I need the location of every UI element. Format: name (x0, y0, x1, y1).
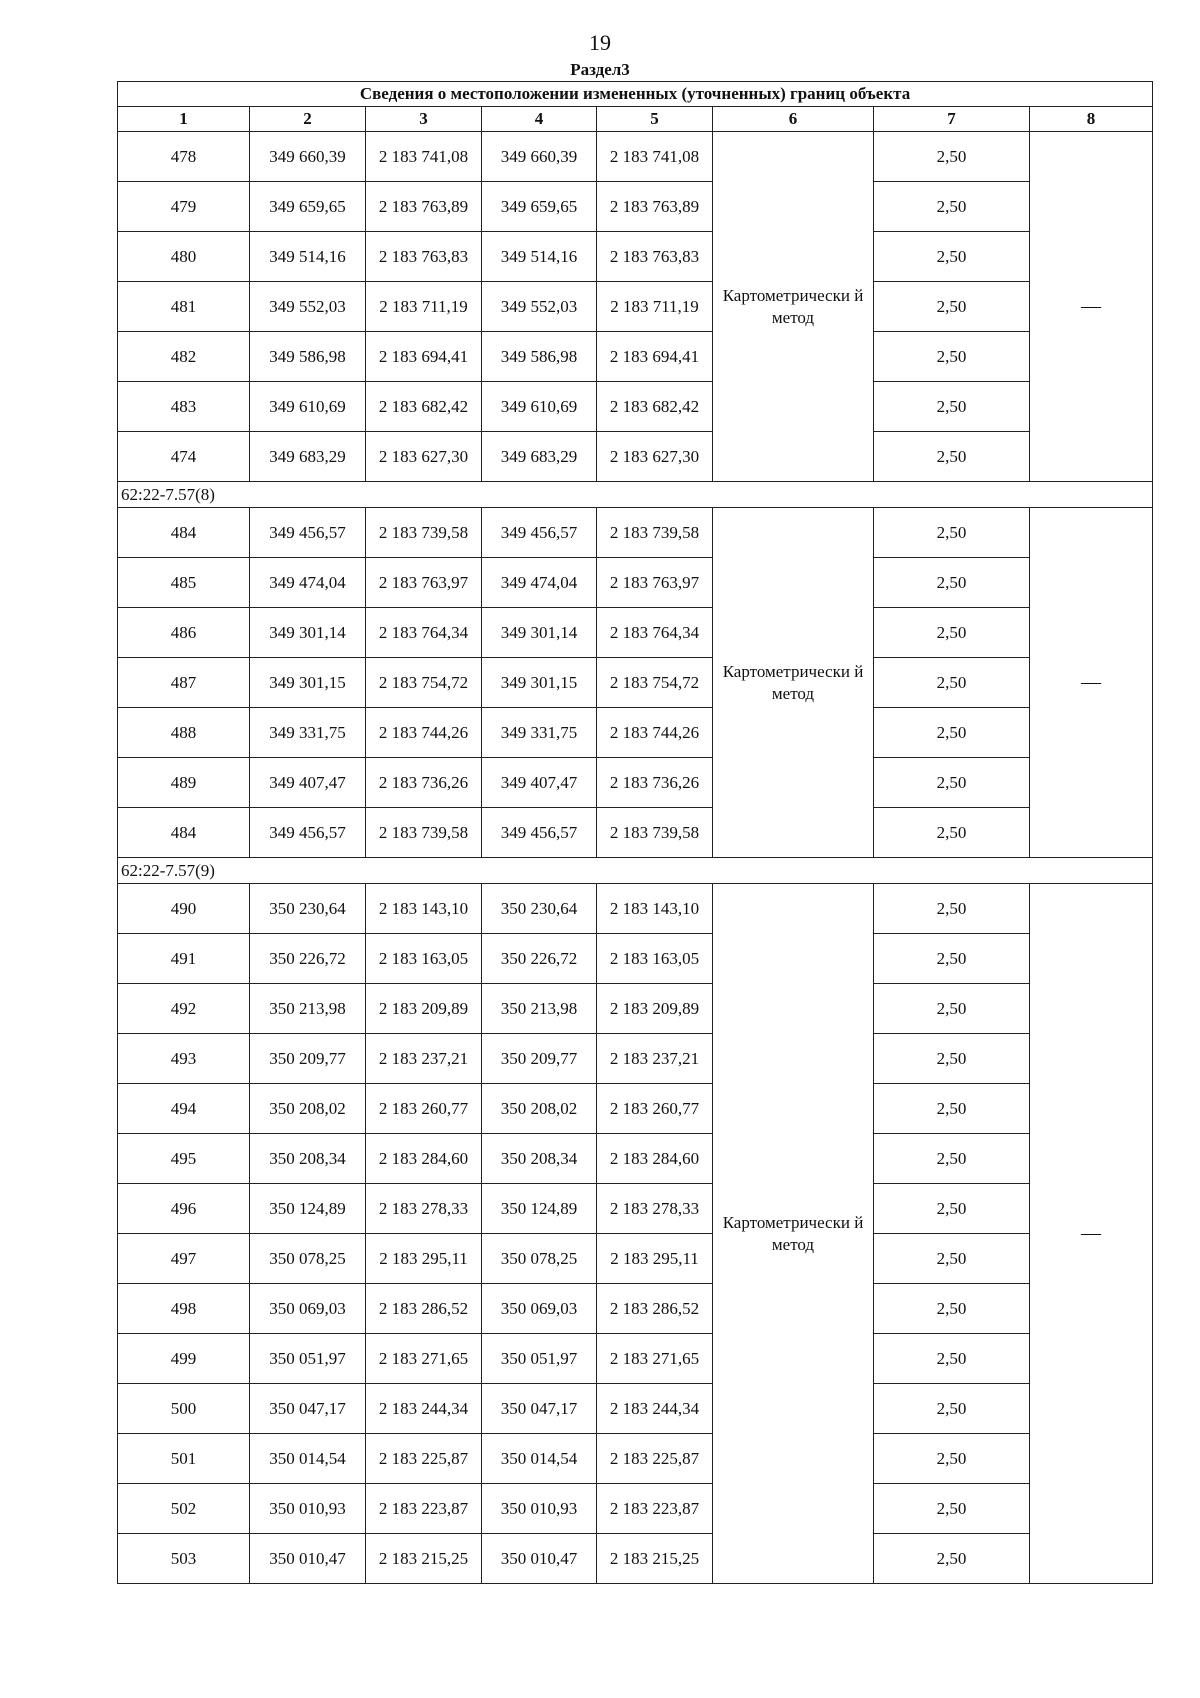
accuracy-cell: 2,50 (874, 658, 1030, 708)
column-8-cell: — (1030, 884, 1153, 1584)
accuracy-cell: 2,50 (874, 558, 1030, 608)
y-new-cell: 2 183 739,58 (597, 808, 713, 858)
point-number-cell: 490 (118, 884, 250, 934)
table-row (118, 1384, 1153, 1434)
y-new-cell: 2 183 260,77 (597, 1084, 713, 1134)
x-old-cell: 349 456,57 (250, 508, 366, 558)
x-old-cell: 349 586,98 (250, 332, 366, 382)
table-row (118, 1434, 1153, 1484)
table-body (118, 132, 1153, 1584)
accuracy-cell: 2,50 (874, 1384, 1030, 1434)
x-new-cell: 349 659,65 (482, 182, 597, 232)
point-number-cell: 488 (118, 708, 250, 758)
x-new-cell: 350 078,25 (482, 1234, 597, 1284)
point-number-cell: 498 (118, 1284, 250, 1334)
x-old-cell: 350 047,17 (250, 1384, 366, 1434)
accuracy-cell: 2,50 (874, 432, 1030, 482)
y-old-cell: 2 183 244,34 (366, 1384, 482, 1434)
x-old-cell: 350 209,77 (250, 1034, 366, 1084)
y-new-cell: 2 183 694,41 (597, 332, 713, 382)
x-new-cell: 350 230,64 (482, 884, 597, 934)
x-new-cell: 349 660,39 (482, 132, 597, 182)
column-number: 2 (250, 107, 366, 132)
x-old-cell: 349 552,03 (250, 282, 366, 332)
accuracy-cell: 2,50 (874, 182, 1030, 232)
x-new-cell: 349 514,16 (482, 232, 597, 282)
y-old-cell: 2 183 163,05 (366, 934, 482, 984)
accuracy-cell: 2,50 (874, 382, 1030, 432)
accuracy-cell: 2,50 (874, 232, 1030, 282)
point-number-cell: 483 (118, 382, 250, 432)
x-old-cell: 350 124,89 (250, 1184, 366, 1234)
point-number-cell: 494 (118, 1084, 250, 1134)
column-8-cell: — (1030, 508, 1153, 858)
table-row (118, 808, 1153, 858)
y-old-cell: 2 183 209,89 (366, 984, 482, 1034)
accuracy-cell: 2,50 (874, 332, 1030, 382)
table-row (118, 984, 1153, 1034)
accuracy-cell: 2,50 (874, 1184, 1030, 1234)
x-old-cell: 349 301,15 (250, 658, 366, 708)
accuracy-cell: 2,50 (874, 1484, 1030, 1534)
x-new-cell: 349 331,75 (482, 708, 597, 758)
y-old-cell: 2 183 223,87 (366, 1484, 482, 1534)
table-row (118, 132, 1153, 182)
y-old-cell: 2 183 764,34 (366, 608, 482, 658)
y-new-cell: 2 183 284,60 (597, 1134, 713, 1184)
y-old-cell: 2 183 694,41 (366, 332, 482, 382)
x-new-cell: 349 301,15 (482, 658, 597, 708)
x-old-cell: 350 014,54 (250, 1434, 366, 1484)
table-row (118, 884, 1153, 934)
x-old-cell: 349 683,29 (250, 432, 366, 482)
x-old-cell: 349 407,47 (250, 758, 366, 808)
point-number-cell: 499 (118, 1334, 250, 1384)
point-number-cell: 495 (118, 1134, 250, 1184)
x-old-cell: 350 208,02 (250, 1084, 366, 1134)
point-number-cell: 480 (118, 232, 250, 282)
y-old-cell: 2 183 739,58 (366, 508, 482, 558)
point-number-cell: 501 (118, 1434, 250, 1484)
point-number-cell: 500 (118, 1384, 250, 1434)
y-new-cell: 2 183 764,34 (597, 608, 713, 658)
table-row (118, 1334, 1153, 1384)
column-8-cell: — (1030, 132, 1153, 482)
accuracy-cell: 2,50 (874, 1034, 1030, 1084)
y-new-cell: 2 183 209,89 (597, 984, 713, 1034)
accuracy-cell: 2,50 (874, 984, 1030, 1034)
x-old-cell: 349 301,14 (250, 608, 366, 658)
table-row (118, 1084, 1153, 1134)
point-number-cell: 474 (118, 432, 250, 482)
x-new-cell: 350 014,54 (482, 1434, 597, 1484)
point-number-cell: 502 (118, 1484, 250, 1534)
x-old-cell: 349 514,16 (250, 232, 366, 282)
x-new-cell: 349 407,47 (482, 758, 597, 808)
x-new-cell: 349 683,29 (482, 432, 597, 482)
y-old-cell: 2 183 711,19 (366, 282, 482, 332)
point-number-cell: 478 (118, 132, 250, 182)
y-old-cell: 2 183 284,60 (366, 1134, 482, 1184)
y-old-cell: 2 183 744,26 (366, 708, 482, 758)
accuracy-cell: 2,50 (874, 808, 1030, 858)
x-new-cell: 350 213,98 (482, 984, 597, 1034)
y-new-cell: 2 183 223,87 (597, 1484, 713, 1534)
accuracy-cell: 2,50 (874, 1284, 1030, 1334)
x-new-cell: 350 047,17 (482, 1384, 597, 1434)
accuracy-cell: 2,50 (874, 1084, 1030, 1134)
column-number: 1 (118, 107, 250, 132)
y-old-cell: 2 183 295,11 (366, 1234, 482, 1284)
point-number-cell: 503 (118, 1534, 250, 1584)
x-new-cell: 350 124,89 (482, 1184, 597, 1234)
x-new-cell: 350 069,03 (482, 1284, 597, 1334)
y-new-cell: 2 183 763,89 (597, 182, 713, 232)
y-old-cell: 2 183 627,30 (366, 432, 482, 482)
accuracy-cell: 2,50 (874, 282, 1030, 332)
x-new-cell: 349 474,04 (482, 558, 597, 608)
section-title: Раздел3 (570, 60, 630, 79)
x-old-cell: 349 660,39 (250, 132, 366, 182)
x-old-cell: 350 069,03 (250, 1284, 366, 1334)
group-label: 62:22-7.57(9) (118, 858, 1153, 884)
y-old-cell: 2 183 754,72 (366, 658, 482, 708)
y-old-cell: 2 183 260,77 (366, 1084, 482, 1134)
y-old-cell: 2 183 286,52 (366, 1284, 482, 1334)
table-row (118, 758, 1153, 808)
table-row (118, 1534, 1153, 1584)
x-old-cell: 350 208,34 (250, 1134, 366, 1184)
x-new-cell: 349 301,14 (482, 608, 597, 658)
table-row (118, 1134, 1153, 1184)
table-row (118, 658, 1153, 708)
page-number: 19 (589, 30, 611, 55)
accuracy-cell: 2,50 (874, 708, 1030, 758)
x-new-cell: 350 208,34 (482, 1134, 597, 1184)
y-old-cell: 2 183 736,26 (366, 758, 482, 808)
column-number: 7 (874, 107, 1030, 132)
column-number: 5 (597, 107, 713, 132)
x-new-cell: 350 010,47 (482, 1534, 597, 1584)
x-new-cell: 350 051,97 (482, 1334, 597, 1384)
x-old-cell: 350 010,93 (250, 1484, 366, 1534)
y-new-cell: 2 183 225,87 (597, 1434, 713, 1484)
point-number-cell: 482 (118, 332, 250, 382)
y-old-cell: 2 183 741,08 (366, 132, 482, 182)
y-old-cell: 2 183 682,42 (366, 382, 482, 432)
column-number: 3 (366, 107, 482, 132)
column-number-row (118, 107, 1153, 132)
y-old-cell: 2 183 763,97 (366, 558, 482, 608)
point-number-cell: 481 (118, 282, 250, 332)
accuracy-cell: 2,50 (874, 608, 1030, 658)
x-old-cell: 350 051,97 (250, 1334, 366, 1384)
y-old-cell: 2 183 143,10 (366, 884, 482, 934)
table-caption: Сведения о местоположении измененных (уточненных) границ объекта (118, 82, 1153, 107)
method-cell: Картометрически й метод (713, 508, 874, 858)
y-old-cell: 2 183 271,65 (366, 1334, 482, 1384)
y-new-cell: 2 183 215,25 (597, 1534, 713, 1584)
accuracy-cell: 2,50 (874, 508, 1030, 558)
point-number-cell: 484 (118, 808, 250, 858)
table-row (118, 1484, 1153, 1534)
y-new-cell: 2 183 163,05 (597, 934, 713, 984)
x-new-cell: 350 010,93 (482, 1484, 597, 1534)
point-number-cell: 489 (118, 758, 250, 808)
point-number-cell: 496 (118, 1184, 250, 1234)
group-label: 62:22-7.57(8) (118, 482, 1153, 508)
table-row (118, 1034, 1153, 1084)
accuracy-cell: 2,50 (874, 1434, 1030, 1484)
point-number-cell: 497 (118, 1234, 250, 1284)
accuracy-cell: 2,50 (874, 1234, 1030, 1284)
method-cell: Картометрически й метод (713, 884, 874, 1584)
y-new-cell: 2 183 754,72 (597, 658, 713, 708)
y-old-cell: 2 183 278,33 (366, 1184, 482, 1234)
point-number-cell: 493 (118, 1034, 250, 1084)
point-number-cell: 487 (118, 658, 250, 708)
y-new-cell: 2 183 763,97 (597, 558, 713, 608)
x-old-cell: 349 610,69 (250, 382, 366, 432)
accuracy-cell: 2,50 (874, 758, 1030, 808)
x-old-cell: 350 078,25 (250, 1234, 366, 1284)
y-old-cell: 2 183 215,25 (366, 1534, 482, 1584)
y-new-cell: 2 183 295,11 (597, 1234, 713, 1284)
table-row (118, 1184, 1153, 1234)
group-header-row (118, 858, 1153, 884)
y-new-cell: 2 183 271,65 (597, 1334, 713, 1384)
y-new-cell: 2 183 744,26 (597, 708, 713, 758)
table-row (118, 182, 1153, 232)
group-header-row (118, 482, 1153, 508)
table-row (118, 1234, 1153, 1284)
table-row (118, 1284, 1153, 1334)
table-row (118, 558, 1153, 608)
point-number-cell: 479 (118, 182, 250, 232)
table-row (118, 934, 1153, 984)
y-new-cell: 2 183 741,08 (597, 132, 713, 182)
y-new-cell: 2 183 627,30 (597, 432, 713, 482)
method-cell: Картометрически й метод (713, 132, 874, 482)
accuracy-cell: 2,50 (874, 934, 1030, 984)
y-old-cell: 2 183 237,21 (366, 1034, 482, 1084)
accuracy-cell: 2,50 (874, 132, 1030, 182)
table-row (118, 432, 1153, 482)
x-old-cell: 350 010,47 (250, 1534, 366, 1584)
x-old-cell: 349 474,04 (250, 558, 366, 608)
x-new-cell: 349 610,69 (482, 382, 597, 432)
x-new-cell: 350 226,72 (482, 934, 597, 984)
point-number-cell: 492 (118, 984, 250, 1034)
y-new-cell: 2 183 237,21 (597, 1034, 713, 1084)
point-number-cell: 486 (118, 608, 250, 658)
table-row (118, 508, 1153, 558)
y-old-cell: 2 183 763,89 (366, 182, 482, 232)
x-old-cell: 350 226,72 (250, 934, 366, 984)
column-number: 6 (713, 107, 874, 132)
x-old-cell: 350 230,64 (250, 884, 366, 934)
table-row (118, 332, 1153, 382)
y-new-cell: 2 183 143,10 (597, 884, 713, 934)
accuracy-cell: 2,50 (874, 1534, 1030, 1584)
y-old-cell: 2 183 763,83 (366, 232, 482, 282)
table-row (118, 708, 1153, 758)
x-old-cell: 349 331,75 (250, 708, 366, 758)
y-new-cell: 2 183 736,26 (597, 758, 713, 808)
y-new-cell: 2 183 682,42 (597, 382, 713, 432)
x-new-cell: 349 456,57 (482, 508, 597, 558)
table-row (118, 232, 1153, 282)
accuracy-cell: 2,50 (874, 1134, 1030, 1184)
y-new-cell: 2 183 286,52 (597, 1284, 713, 1334)
x-new-cell: 350 209,77 (482, 1034, 597, 1084)
table-row (118, 382, 1153, 432)
y-new-cell: 2 183 711,19 (597, 282, 713, 332)
accuracy-cell: 2,50 (874, 1334, 1030, 1384)
point-number-cell: 491 (118, 934, 250, 984)
x-new-cell: 349 586,98 (482, 332, 597, 382)
y-old-cell: 2 183 739,58 (366, 808, 482, 858)
x-new-cell: 349 456,57 (482, 808, 597, 858)
column-number: 8 (1030, 107, 1153, 132)
y-new-cell: 2 183 278,33 (597, 1184, 713, 1234)
accuracy-cell: 2,50 (874, 884, 1030, 934)
table-caption-row (118, 82, 1153, 107)
coordinates-table (117, 81, 1153, 1584)
column-number: 4 (482, 107, 597, 132)
point-number-cell: 484 (118, 508, 250, 558)
x-new-cell: 350 208,02 (482, 1084, 597, 1134)
x-new-cell: 349 552,03 (482, 282, 597, 332)
y-new-cell: 2 183 739,58 (597, 508, 713, 558)
table-row (118, 608, 1153, 658)
y-new-cell: 2 183 763,83 (597, 232, 713, 282)
y-old-cell: 2 183 225,87 (366, 1434, 482, 1484)
y-new-cell: 2 183 244,34 (597, 1384, 713, 1434)
x-old-cell: 349 659,65 (250, 182, 366, 232)
x-old-cell: 350 213,98 (250, 984, 366, 1034)
x-old-cell: 349 456,57 (250, 808, 366, 858)
table-row (118, 282, 1153, 332)
point-number-cell: 485 (118, 558, 250, 608)
